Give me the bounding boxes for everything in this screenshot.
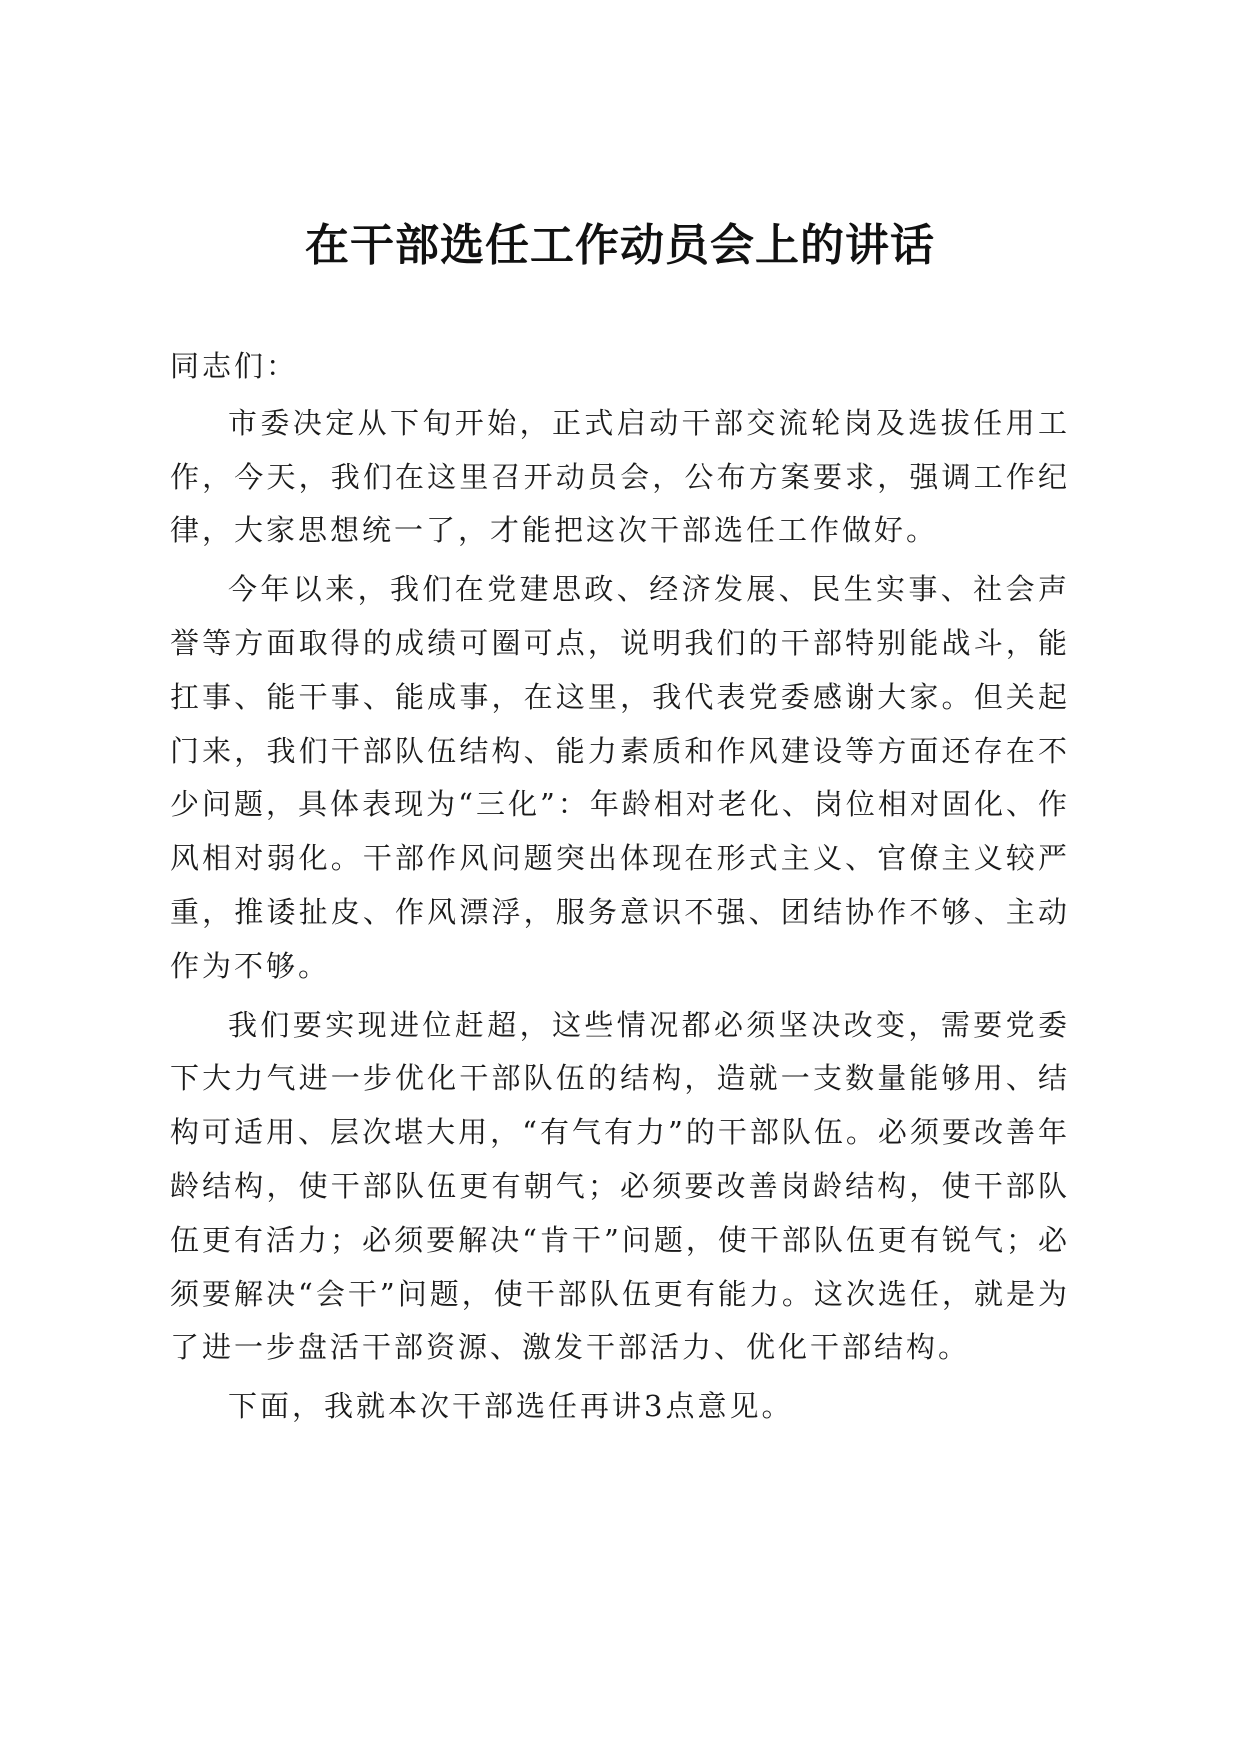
- paragraph-intro: 市委决定从下旬开始，正式启动干部交流轮岗及选拔任用工作，今天，我们在这里召开动员会，公布方案要求，强调工作纪律，大家思想统一了，才能把这次干部选任工作做好。: [170, 405, 1070, 548]
- document-body: [170, 340, 1070, 1439]
- paragraph-requirements: 我们要实现进位赶超，这些情况都必须坚决改变，需要党委下大力气进一步优化干部队伍的结构，造就一支数量能够用、结构可适用、层次堪大用，“有气有力”的干部队伍。必须要改善年龄结构，使干部队伍更有朝气；必须要改善岗龄结构，使干部队伍更有活力；必须要解决“肯干”问题，使干部队伍更有锐气；必须要解决“会干”问题，使干部队伍更有能力。这次选任，就是为了进一步盘活干部资源、激发干部活力、优化干部结构。: [170, 1007, 1070, 1365]
- paragraph-transition: 下面，我就本次干部选任再讲3点意见。: [228, 1389, 794, 1424]
- paragraph-problems: 今年以来，我们在党建思政、经济发展、民生实事、社会声誉等方面取得的成绩可圈可点，说明我们的干部特别能战斗，能扛事、能干事、能成事，在这里，我代表党委感谢大家。但关起门来，我们干部队伍结构、能力素质和作风建设等方面还存在不少问题，具体表现为“三化”：年龄相对老化、岗位相对固化、作风相对弱化。干部作风问题突出体现在形式主义、官僚主义较严重，推诿扯皮、作风漂浮，服务意识不强、团结协作不够、主动作为不够。: [170, 572, 1070, 983]
- document-title: 在干部选任工作动员会上的讲话: [305, 220, 935, 271]
- salutation: 同志们：: [170, 349, 299, 383]
